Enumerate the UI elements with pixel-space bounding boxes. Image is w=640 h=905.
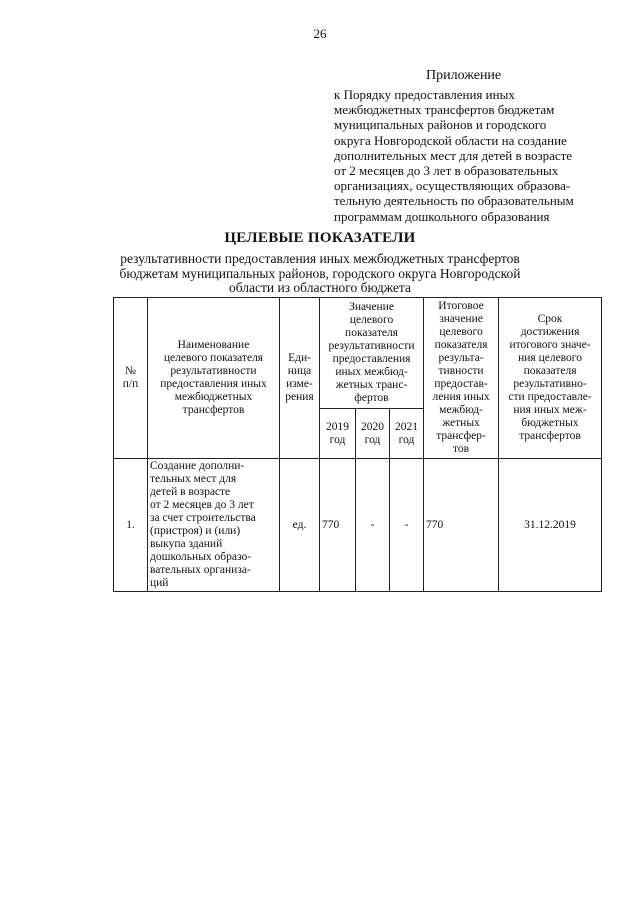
- header-text: целевого: [349, 314, 394, 326]
- header-text: 2020: [361, 420, 384, 433]
- appendix-line: к Порядку предоставления иных: [334, 87, 515, 102]
- header-number: [114, 298, 148, 459]
- document-title: ЦЕЛЕВЫЕ ПОКАЗАТЕЛИ: [224, 230, 416, 246]
- header-text: достижения: [520, 326, 580, 338]
- header-text: целевого показателя: [163, 352, 264, 364]
- header-text: фертов: [354, 392, 389, 404]
- cell-deadline: 31.12.2019: [499, 459, 602, 592]
- header-year-2019: [320, 409, 356, 459]
- header-text: целевого: [439, 326, 483, 338]
- cell-text: вательных организа-: [150, 564, 251, 576]
- header-text: рения: [285, 391, 314, 403]
- appendix-line: организациях, осуществляющих образова-: [334, 178, 571, 194]
- header-text: межбюд-: [439, 404, 483, 416]
- appendix-line: округа Новгородской области на создание: [334, 132, 567, 148]
- header-text: 2019: [326, 420, 349, 433]
- cell-value-2019: 770: [320, 459, 356, 592]
- header-year-2020: [356, 409, 390, 459]
- header-text: сти предоставле-: [508, 391, 592, 403]
- header-text: предоставления иных: [160, 378, 267, 390]
- cell-indicator-name: [148, 459, 280, 592]
- table-header-row: [114, 298, 602, 409]
- header-text: значение: [439, 313, 483, 325]
- appendix-line: программам дошкольного образования: [334, 208, 550, 224]
- header-text: ления иных: [432, 391, 490, 403]
- header-text: ница: [287, 365, 312, 377]
- header-text: год: [329, 433, 346, 446]
- appendix-line: дополнительных мест для детей в возрасте: [334, 147, 573, 163]
- header-text: межбюджетных: [174, 391, 253, 403]
- cell-text: выкупа зданий: [150, 538, 223, 550]
- header-text: тов: [453, 443, 470, 455]
- header-text: жетных: [442, 417, 480, 429]
- header-unit: [280, 298, 320, 459]
- cell-text: (пристроя) и (или): [150, 525, 241, 537]
- header-text: результативно-: [513, 378, 587, 390]
- header-text: изме-: [286, 378, 313, 390]
- header-indicator-value: [320, 298, 424, 409]
- header-text: трансфер-: [436, 430, 486, 442]
- header-text: Наименование: [177, 339, 250, 351]
- appendix-title: Приложение: [426, 68, 502, 83]
- header-text: Итоговое: [438, 300, 484, 312]
- header-text: итогового значе-: [509, 339, 591, 351]
- header-deadline: [499, 298, 602, 459]
- document-subtitle: [0, 252, 640, 296]
- header-text: п/п: [122, 378, 139, 390]
- header-text: показателя: [523, 365, 577, 377]
- header-text: жетных транс-: [335, 379, 408, 391]
- subtitle-line: бюджетам муниципальных районов, городского округа Новгородской: [119, 265, 521, 281]
- header-total-value: [424, 298, 499, 459]
- table-row: [114, 459, 602, 592]
- cell-text: от 2 месяцев до 3 лет: [150, 499, 254, 511]
- cell-text: детей в возрасте: [150, 486, 231, 498]
- header-text: результативности: [328, 340, 415, 352]
- appendix-line: муниципальных районов и городского: [334, 117, 547, 133]
- header-text: год: [398, 433, 415, 446]
- header-text: Еди-: [288, 352, 311, 364]
- header-text: трансфертов: [182, 404, 245, 416]
- cell-number: 1.: [114, 459, 148, 592]
- header-text: тивности: [438, 365, 484, 377]
- header-text: показателя: [434, 339, 488, 351]
- appendix-line: от 2 месяцев до 3 лет в образовательных: [334, 163, 559, 179]
- cell-text: ций: [150, 577, 169, 589]
- header-text: Значение: [349, 301, 394, 313]
- header-text: ния иных меж-: [513, 404, 587, 416]
- header-text: показателя: [345, 327, 398, 339]
- cell-total-value: 770: [424, 459, 499, 592]
- header-text: результативности: [170, 365, 257, 377]
- header-text: результа-: [438, 352, 484, 364]
- cell-text: тельных мест для: [150, 473, 237, 485]
- subtitle-line: результативности предоставления иных межбюджетных трансфертов: [120, 251, 520, 266]
- header-text: ния целевого: [518, 352, 582, 364]
- header-text: трансфертов: [519, 430, 581, 442]
- header-text: иных межбюд-: [335, 366, 408, 378]
- header-year-2021: [390, 409, 424, 459]
- cell-text: за счет строительства: [150, 512, 256, 524]
- header-text: год: [364, 433, 381, 446]
- appendix-line: тельную деятельность по образовательным: [334, 193, 574, 209]
- header-text: 2021: [395, 420, 419, 433]
- appendix-line: межбюджетных трансфертов бюджетам: [334, 102, 555, 118]
- subtitle-line: области из областного бюджета: [229, 280, 411, 295]
- header-text: Срок: [537, 313, 563, 325]
- header-text: бюджетных: [521, 417, 579, 429]
- page-number: 26: [313, 26, 327, 41]
- targets-table: [113, 297, 602, 592]
- header-text: предостав-: [434, 378, 488, 390]
- cell-unit: ед.: [280, 459, 320, 592]
- appendix-text: [334, 87, 606, 224]
- header-text: предоставления: [332, 353, 411, 365]
- cell-text: Создание дополни-: [150, 460, 245, 472]
- cell-value-2021: -: [390, 459, 424, 592]
- header-indicator-name: [148, 298, 280, 459]
- header-text: №: [125, 365, 136, 377]
- cell-value-2020: -: [356, 459, 390, 592]
- cell-text: дошкольных образо-: [150, 551, 252, 563]
